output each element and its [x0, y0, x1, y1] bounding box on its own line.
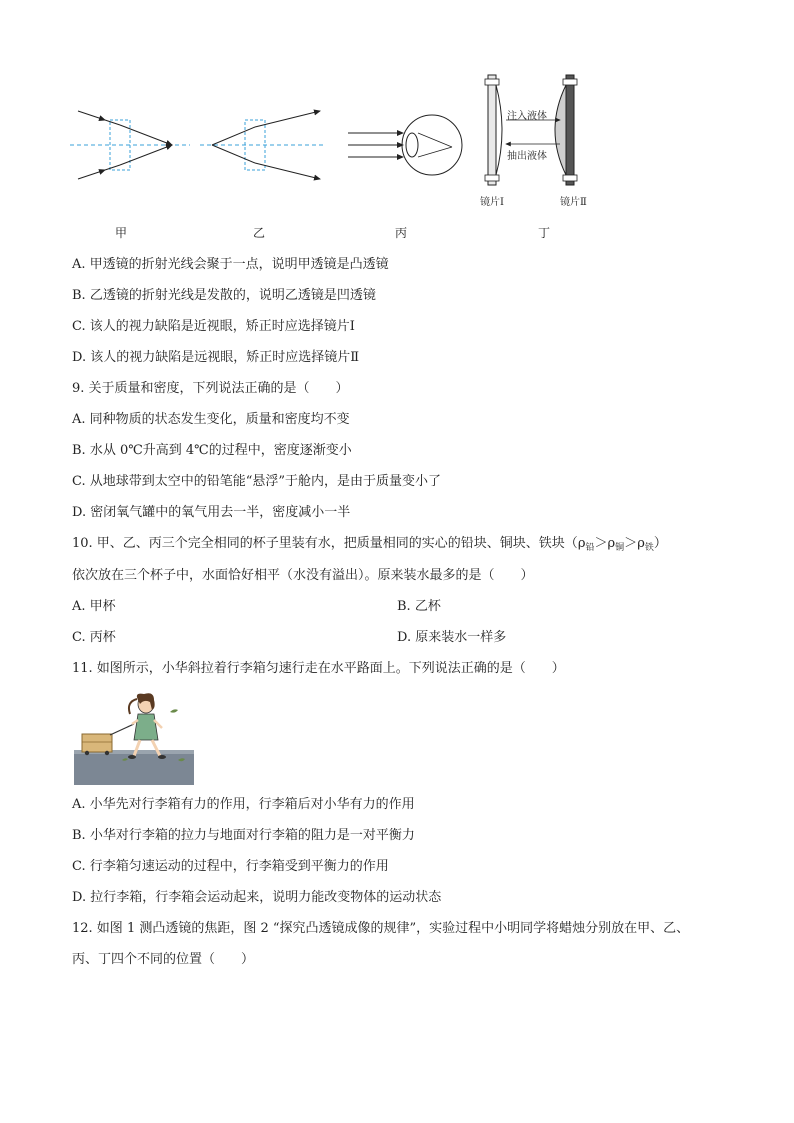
q11-option-d: D. 拉行李箱，行李箱会运动起来，说明力能改变物体的运动状态	[72, 890, 442, 905]
q11-stem: 11. 如图所示，小华斜拉着行李箱匀速行走在水平路面上。下列说法正确的是（ ）	[72, 661, 565, 676]
lens-1-label: 镜片Ⅰ	[480, 197, 504, 208]
q12-stem-line2: 丙、丁四个不同的位置（ ）	[72, 952, 255, 967]
q9-stem: 9. 关于质量和密度，下列说法正确的是（ ）	[72, 381, 349, 396]
adjustable-lens-diagram	[485, 75, 577, 185]
rho-copper: ρ	[607, 536, 616, 551]
gt-2: ＞	[624, 536, 638, 551]
inject-liquid-label: 注入液体	[507, 111, 547, 122]
girl-luggage-illustration	[74, 690, 194, 785]
lens-2-label: 镜片Ⅱ	[560, 197, 587, 208]
q11-option-a: A. 小华先对行李箱有力的作用，行李箱后对小华有力的作用	[72, 797, 415, 812]
q8-option-b: B. 乙透镜的折射光线是发散的，说明乙透镜是凹透镜	[72, 288, 376, 303]
q10-option-c: C. 丙杯	[72, 630, 116, 645]
caption-bing: 丙	[395, 226, 408, 240]
sub-iron: 铁	[644, 543, 654, 553]
q8-option-d: D. 该人的视力缺陷是远视眼，矫正时应选择镜片Ⅱ	[72, 350, 360, 365]
sub-copper: 铜	[615, 543, 625, 553]
gt-1: ＞	[594, 536, 608, 551]
q11-option-c: C. 行李箱匀速运动的过程中，行李箱受到平衡力的作用	[72, 859, 389, 874]
caption-jia: 甲	[115, 226, 128, 240]
q9-option-b: B. 水从 0℃升高到 4℃的过程中，密度逐渐变小	[72, 443, 352, 458]
eye-diagram	[348, 115, 462, 175]
q9-option-c: C. 从地球带到太空中的铅笔能“悬浮”于舱内，是由于质量变小了	[72, 474, 442, 489]
q10-stem-line2: 依次放在三个杯子中，水面恰好相平（水没有溢出）。原来装水最多的是（ ）	[72, 568, 534, 583]
q10-option-a: A. 甲杯	[72, 599, 116, 614]
q8-option-a: A. 甲透镜的折射光线会聚于一点，说明甲透镜是凸透镜	[72, 257, 389, 272]
q10-option-b: B. 乙杯	[397, 599, 441, 614]
caption-yi: 乙	[253, 226, 266, 240]
q10-stem-text: 10. 甲、乙、丙三个完全相同的杯子里装有水，把质量相同的实心的铅块、铜块、铁块（	[72, 536, 578, 551]
q12-stem-line1: 12. 如图 1 测凸透镜的焦距，图 2 “探究凸透镜成像的规律”，实验过程中小明同学将蜡烛分别放在甲、乙、	[72, 921, 690, 936]
optics-figure	[60, 65, 620, 225]
q11-option-b: B. 小华对行李箱的拉力与地面对行李箱的阻力是一对平衡力	[72, 828, 415, 843]
concave-lens-diagram	[200, 111, 325, 179]
sub-lead: 铅	[585, 543, 595, 553]
rho-lead: ρ	[577, 536, 586, 551]
rho-iron: ρ	[637, 536, 645, 551]
q9-option-d: D. 密闭氧气罐中的氧气用去一半，密度减小一半	[72, 505, 351, 520]
q8-option-c: C. 该人的视力缺陷是近视眼，矫正时应选择镜片Ⅰ	[72, 319, 355, 334]
close-paren: ）	[653, 536, 667, 551]
q9-option-a: A. 同种物质的状态发生变化，质量和密度均不变	[72, 412, 350, 427]
convex-lens-diagram	[70, 111, 190, 179]
caption-ding: 丁	[538, 226, 551, 240]
extract-liquid-label: 抽出液体	[507, 151, 547, 162]
q10-stem-line1	[72, 535, 667, 557]
q10-option-d: D. 原来装水一样多	[397, 630, 507, 645]
